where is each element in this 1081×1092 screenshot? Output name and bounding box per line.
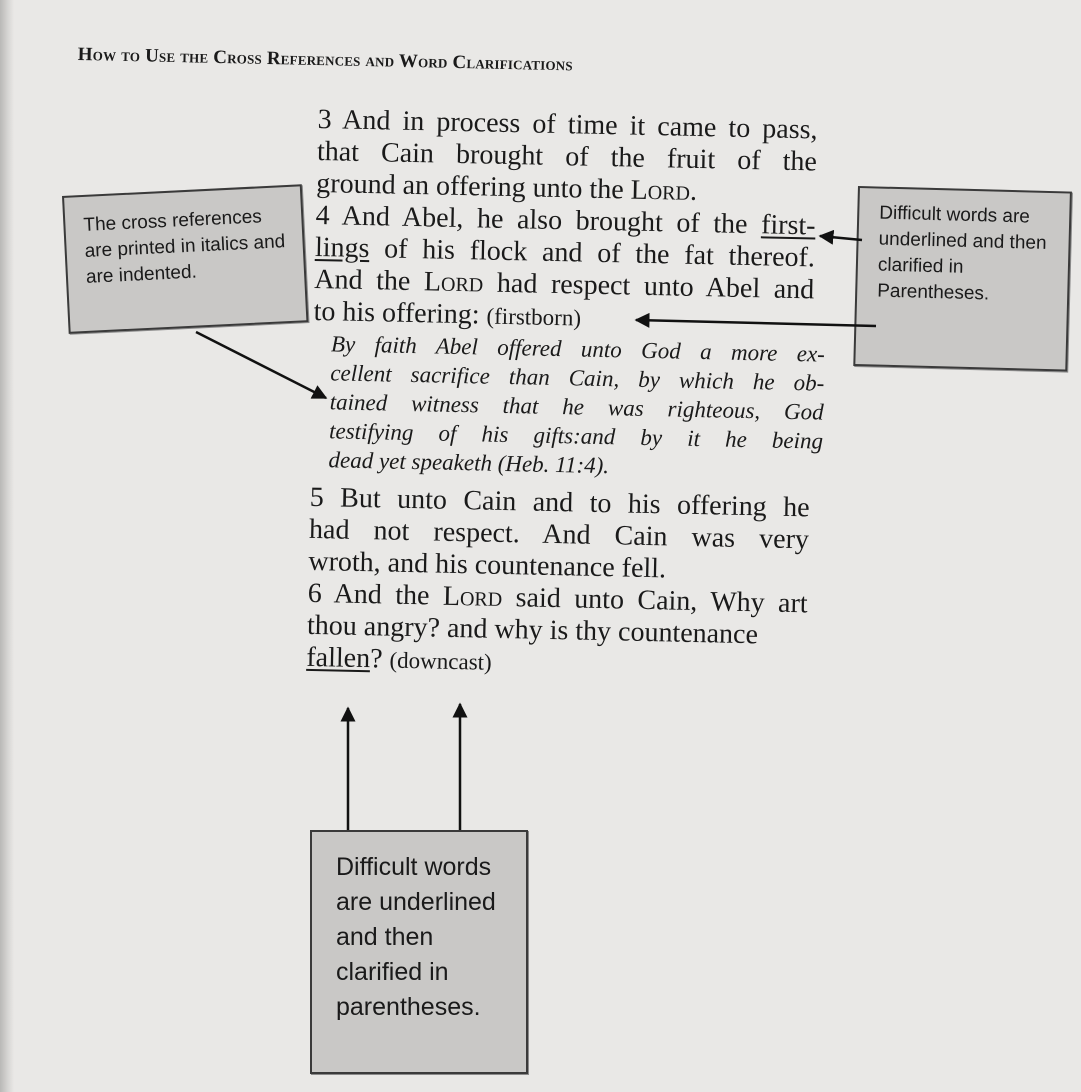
verse-5-line-2: had not respect. And Cain was very bbox=[308, 513, 810, 556]
arrow-to-firstlings bbox=[820, 236, 862, 240]
lord-smallcaps: Lord bbox=[442, 580, 503, 613]
verse-4-text-2: of his flock and of the fat thereof. bbox=[369, 233, 816, 274]
verse-6-line-2: thou angry? and why is thy countenance bbox=[306, 609, 759, 651]
verse-4-text-3b: had respect unto Abel and bbox=[482, 267, 815, 306]
verse-3-line-2: that Cain brought of the fruit of the bbox=[316, 135, 818, 178]
verse-3-period: . bbox=[689, 175, 698, 207]
callout-difficult-words-right-text: Difficult words are underlined and then clarified in Parentheses. bbox=[876, 202, 1047, 305]
callout-difficult-words-bottom-text: Difficult words are underlined and then clarified in parentheses. bbox=[336, 853, 496, 1021]
underlined-word-firstlings-b: lings bbox=[314, 231, 370, 265]
arrow-to-firstborn bbox=[636, 320, 876, 326]
cross-ref-line: testifying of his gifts:and by it he being bbox=[328, 418, 824, 454]
verse-4-text: 4 And Abel, he also brought of the bbox=[315, 199, 762, 241]
clarification-downcast: (downcast) bbox=[389, 647, 492, 675]
verse-6-text-1b: said unto Cain, Why art bbox=[501, 581, 808, 620]
cross-ref-line: By faith Abel offered unto God a more ex- bbox=[330, 331, 826, 367]
underlined-word-firstlings-a: first- bbox=[760, 209, 816, 242]
verse-4-text-4: to his offering: bbox=[313, 295, 487, 331]
clarification-firstborn: (firstborn) bbox=[486, 303, 582, 331]
verse-3-text: ground an offering unto the bbox=[316, 167, 632, 206]
page-heading: How to Use the Cross References and Word Clarifications bbox=[77, 44, 574, 76]
verse-6-question-mark: ? bbox=[369, 643, 390, 675]
lord-smallcaps: Lord bbox=[423, 266, 484, 299]
cross-ref-line: cellent sacrifice than Cain, by which he ob- bbox=[330, 360, 825, 396]
verse-6-text-1a: 6 And the bbox=[307, 577, 444, 612]
lord-smallcaps: Lord bbox=[630, 174, 691, 207]
arrow-to-cross-reference bbox=[196, 332, 326, 398]
cross-ref-line: dead yet speaketh (Heb. 11:4). bbox=[328, 447, 610, 479]
verse-5-line-3: wroth, and his countenance fell. bbox=[308, 545, 667, 585]
callout-cross-references-text: The cross references are printed in italics and are indented. bbox=[82, 206, 286, 288]
verse-4-text-3a: And the bbox=[314, 263, 425, 298]
verse-3-line-1: 3 And in process of time it came to pass, bbox=[317, 104, 818, 146]
cross-ref-line: tained witness that he was righteous, God bbox=[329, 389, 824, 425]
verse-5-line-1: 5 But unto Cain and to his offering he bbox=[309, 481, 810, 524]
underlined-word-fallen: fallen bbox=[306, 641, 371, 675]
